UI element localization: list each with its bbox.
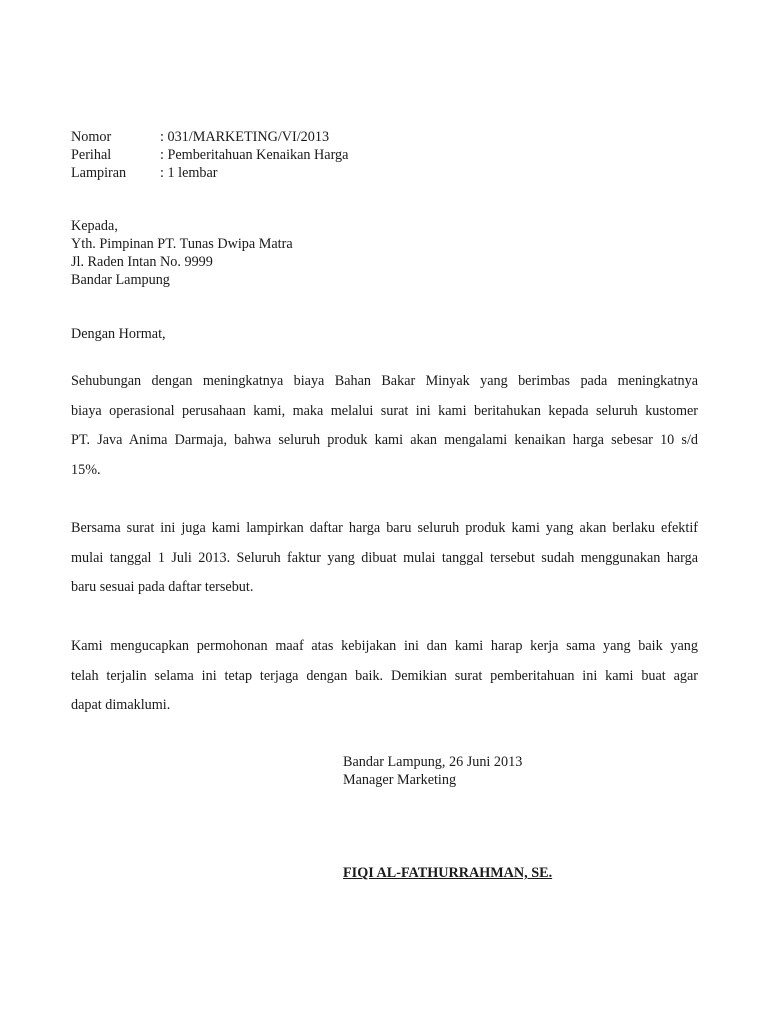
signatory-position: Manager Marketing [343,772,457,788]
paragraph-line: baru sesuai pada daftar tersebut. [71,579,254,595]
body-paragraph-1 [71,367,698,485]
body-paragraph-2 [71,514,698,603]
nomor-label: Nomor [71,129,112,145]
place-date: Bandar Lampung, 26 Juni 2013 [343,754,523,770]
recipient-line: Kepada, [71,218,118,234]
lampiran-value: : 1 lembar [160,165,218,181]
paragraph-line: mulai tanggal 1 Juli 2013. Seluruh faktur yang dibuat mulai tanggal tersebut sudah menggunakan harga [71,549,698,566]
recipient-line: Bandar Lampung [71,272,170,288]
body-paragraph-3 [71,632,698,721]
paragraph-line: 15%. [71,461,101,478]
recipient-line: Jl. Raden Intan No. 9999 [71,254,213,270]
nomor-value: : 031/MARKETING/VI/2013 [160,129,330,145]
salutation: Dengan Hormat, [71,326,166,342]
lampiran-label: Lampiran [71,165,127,181]
paragraph-line: Sehubungan dengan meningkatnya biaya Bahan Bakar Minyak yang berimbas pada meningkatnya [71,373,698,389]
paragraph-line: dapat dimaklumi. [71,697,171,713]
paragraph-line: PT. Java Anima Darmaja, bahwa seluruh produk kami akan mengalami kenaikan harga sebesar 10 s/d [71,432,698,448]
perihal-label: Perihal [71,147,112,163]
signatory-name: FIQI AL-FATHURRAHMAN, SE. [343,865,553,881]
paragraph-line: biaya operasional perusahaan kami, maka melalui surat ini kami beritahukan kepada seluruh kustomer [71,402,698,419]
paragraph-line: telah terjalin selama ini tetap terjaga dengan baik. Demikian surat pemberitahuan ini kami buat agar [71,667,698,684]
paragraph-line: Bersama surat ini juga kami lampirkan daftar harga baru seluruh produk kami yang akan berlaku efektif [71,520,698,536]
perihal-value: : Pemberitahuan Kenaikan Harga [160,147,349,163]
recipient-line: Yth. Pimpinan PT. Tunas Dwipa Matra [71,236,293,252]
paragraph-line: Kami mengucapkan permohonan maaf atas kebijakan ini dan kami harap kerja sama yang baik yang [71,638,698,654]
